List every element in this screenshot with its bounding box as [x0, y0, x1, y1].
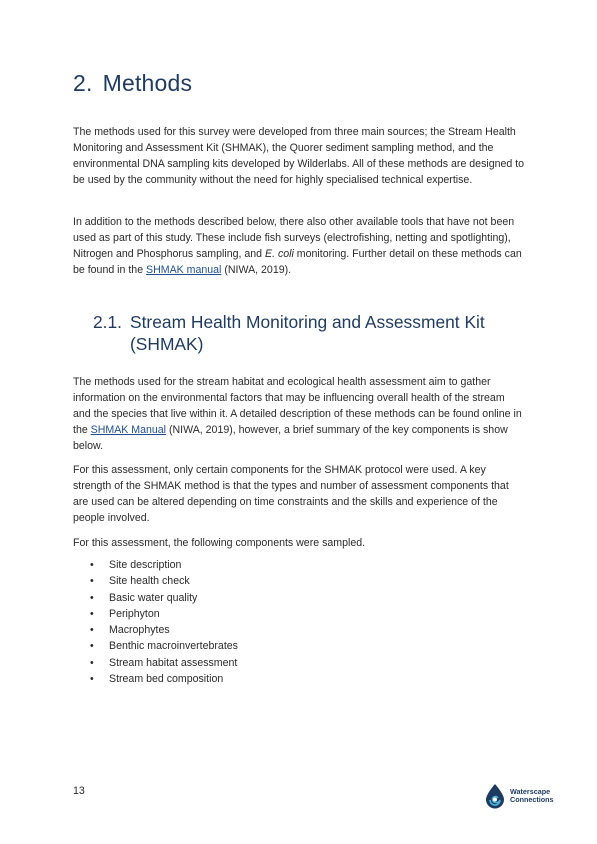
subsection-title-line1: Stream Health Monitoring and Assessment Kit: [130, 312, 485, 332]
list-item-text: Macrophytes: [109, 624, 170, 637]
logo-line-2: Connections: [510, 795, 554, 804]
bullet-icon: •: [90, 640, 94, 653]
bullet-icon: •: [90, 607, 94, 620]
bullet-icon: •: [90, 575, 94, 588]
sub-p1-text-a: The methods used for the stream habitat and ecological health assessment aim to gather information on the environmental factors that may be influencing overall health of the stream and the species that live within it. A detailed description of these methods can be found online in the: [73, 376, 522, 436]
logo-text: [510, 788, 554, 804]
list-item-text: Periphyton: [109, 607, 160, 620]
list-item-text: Stream bed composition: [109, 673, 224, 686]
subsection-number: 2.1.: [93, 312, 123, 332]
intro-p2-text-a: In addition to the methods described below, there also other available tools that have not been used as part of this study. These include fish surveys (electrofishing, netting and spotlighting), Nitrogen and Phosphorus sampling, and: [73, 216, 515, 260]
bullet-icon: •: [90, 673, 94, 686]
subsection-title-line2: (SHMAK): [130, 334, 204, 354]
list-item-text: Stream habitat assessment: [109, 656, 238, 669]
section-heading: [73, 70, 192, 97]
bullet-icon: •: [90, 591, 94, 604]
sub-p1-text-b: (NIWA, 2019), however, a brief summary of the key components is show below.: [73, 424, 508, 452]
list-item: [90, 606, 238, 622]
list-item-text: Benthic macroinvertebrates: [109, 640, 238, 653]
list-item-text: Site health check: [109, 575, 190, 588]
subsection-paragraph-2: For this assessment, only certain components for the SHMAK protocol were used. A key strength of the SHMAK method is that the types and number of assessment components that are used can be altered depending on time constraints and the skills and experience of the people involved.: [73, 464, 509, 524]
intro-paragraph-1: The methods used for this survey were developed from three main sources; the Stream Health Monitoring and Assessment Kit (SHMAK), the Quorer sediment sampling method, and the environmental DNA sampling kits developed by Wilderlabs. All of these methods are designed to be used by the community without the need for highly specialised technical expertise.: [73, 126, 525, 186]
bullet-icon: •: [90, 624, 94, 637]
list-item: [90, 671, 238, 687]
list-item-text: Basic water quality: [109, 591, 198, 604]
subsection-paragraph-3: For this assessment, the following components were sampled.: [73, 537, 366, 549]
list-item: [90, 573, 238, 589]
subsection-heading: [93, 311, 513, 355]
list-item: [90, 622, 238, 638]
shmak-manual-link-2[interactable]: SHMAK Manual: [90, 424, 167, 436]
section-number: 2.: [73, 70, 93, 96]
intro-p2-text-c: (NIWA, 2019).: [221, 264, 292, 276]
subsection-paragraph-1: [73, 374, 525, 454]
list-item: [90, 557, 238, 573]
components-list: [90, 557, 238, 687]
list-item: [90, 638, 238, 654]
bullet-icon: •: [90, 656, 94, 669]
intro-p2-italic: E. coli: [265, 248, 294, 260]
logo-line-1: Waterscape: [510, 787, 551, 796]
list-item: [90, 655, 238, 671]
intro-paragraph-2: [73, 214, 525, 278]
list-item-text: Site description: [109, 559, 182, 571]
list-item: [90, 590, 238, 606]
waterscape-logo: [484, 782, 564, 810]
water-drop-icon: [484, 783, 506, 809]
page-number: 13: [73, 785, 85, 797]
intro-p2-text-b: monitoring. Further detail on these methods can be found in the: [73, 248, 522, 276]
bullet-icon: •: [90, 559, 94, 571]
shmak-manual-link[interactable]: SHMAK manual: [146, 264, 222, 276]
section-title: Methods: [102, 70, 193, 96]
